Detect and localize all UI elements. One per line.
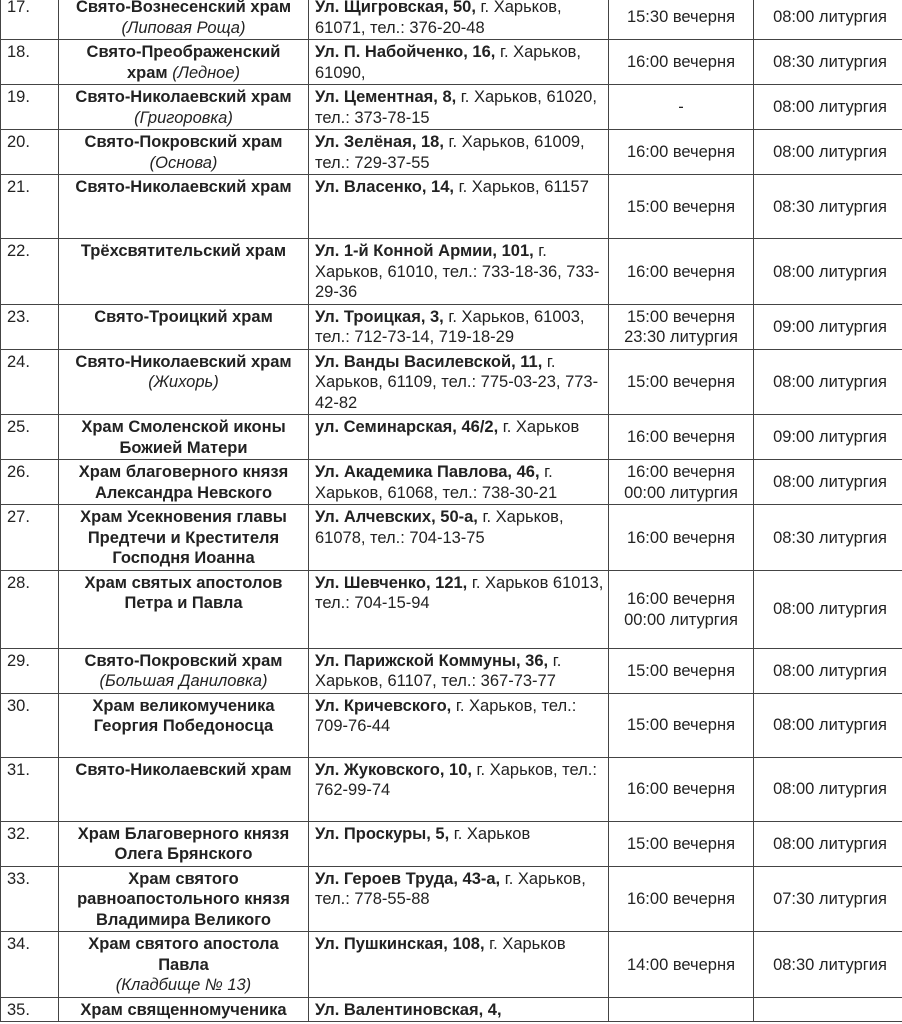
church-name-cell: Свято-Николаевский храм (Жихорь) [59, 349, 309, 415]
address-cell: Ул. Кричевского, г. Харьков, тел.: 709-76-44 [309, 693, 609, 757]
table-row [1, 570, 902, 648]
evening-service-time: 15:00 вечерня [609, 648, 754, 693]
address-cell: Ул. Валентиновская, 4, [309, 997, 609, 1022]
church-name-cell: Храм священномученика [59, 997, 309, 1022]
morning-service-time: 08:30 литургия [754, 505, 902, 571]
address-cell: Ул. Пушкинская, 108, г. Харьков [309, 932, 609, 998]
evening-service-line: 16:00 вечерня [626, 590, 736, 608]
morning-service-time: 08:00 литургия [754, 757, 902, 821]
row-number: 29. [1, 648, 59, 693]
table-row [1, 866, 902, 932]
morning-service-time: 08:00 литургия [754, 570, 902, 648]
address-cell: Ул. Щигровская, 50, г. Харьков, 61071, тел.: 376-20-48 [309, 0, 609, 40]
table-row [1, 460, 902, 505]
address-cell: Ул. 1-й Конной Армии, 101, г. Харьков, 61010, тел.: 733-18-36, 733-29-36 [309, 239, 609, 305]
table-row [1, 505, 902, 571]
table-row [1, 175, 902, 239]
row-number: 33. [1, 866, 59, 932]
evening-service-time: 16:00 вечерня [609, 757, 754, 821]
row-number: 35. [1, 997, 59, 1022]
table-row [1, 0, 902, 40]
row-number: 31. [1, 757, 59, 821]
church-name-cell: Храм святого апостола Павла (Кладбище № 13) [59, 932, 309, 998]
church-name-cell: Храм благоверного князя Александра Невского [59, 460, 309, 505]
row-number: 34. [1, 932, 59, 998]
address-cell: Ул. Зелёная, 18, г. Харьков, 61009, тел.: 729-37-55 [309, 130, 609, 175]
evening-service-line: 16:00 вечерня [626, 463, 736, 481]
row-number: 26. [1, 460, 59, 505]
address-cell: Ул. Жуковского, 10, г. Харьков, тел.: 762-99-74 [309, 757, 609, 821]
morning-service-time: 08:00 литургия [754, 0, 902, 40]
evening-service-time [609, 304, 754, 349]
row-number: 22. [1, 239, 59, 305]
morning-service-time: 08:00 литургия [754, 648, 902, 693]
address-cell: Ул. Парижской Коммуны, 36, г. Харьков, 61107, тел.: 367-73-77 [309, 648, 609, 693]
address-cell: Ул. Ванды Василевской, 11, г. Харьков, 61109, тел.: 775-03-23, 773-42-82 [309, 349, 609, 415]
table-row [1, 821, 902, 866]
morning-service-time [754, 997, 902, 1022]
evening-service-line: 15:00 вечерня [626, 307, 736, 326]
church-name-cell: Свято-Николаевский храм [59, 175, 309, 239]
morning-service-time: 08:00 литургия [754, 85, 902, 130]
row-number: 27. [1, 505, 59, 571]
night-liturgy-line: 23:30 литургия [624, 328, 738, 346]
address-cell: Ул. Героев Труда, 43-а, г. Харьков, тел.: 778-55-88 [309, 866, 609, 932]
row-number: 18. [1, 40, 59, 85]
evening-service-time: 16:00 вечерня [609, 505, 754, 571]
table-row [1, 85, 902, 130]
evening-service-time: 16:00 вечерня [609, 40, 754, 85]
evening-service-time [609, 997, 754, 1022]
table-row [1, 130, 902, 175]
address-cell: Ул. Цементная, 8, г. Харьков, 61020, тел.: 373-78-15 [309, 85, 609, 130]
row-number: 23. [1, 304, 59, 349]
table-row [1, 693, 902, 757]
evening-service-time: 15:00 вечерня [609, 693, 754, 757]
morning-service-time: 09:00 литургия [754, 304, 902, 349]
row-number: 32. [1, 821, 59, 866]
evening-service-time: 16:00 вечерня [609, 130, 754, 175]
church-name-cell: Свято-Вознесенский храм (Липовая Роща) [59, 0, 309, 40]
morning-service-time: 09:00 литургия [754, 415, 902, 460]
address-cell: Ул. Шевченко, 121, г. Харьков 61013, тел.: 704-15-94 [309, 570, 609, 648]
morning-service-time: 08:00 литургия [754, 130, 902, 175]
morning-service-time: 08:00 литургия [754, 693, 902, 757]
table-row [1, 757, 902, 821]
table-row [1, 648, 902, 693]
church-name-cell: Храм святых апостолов Петра и Павла [59, 570, 309, 648]
evening-service-time: 15:00 вечерня [609, 349, 754, 415]
evening-service-time: - [609, 85, 754, 130]
church-name-cell: Трёхсвятительский храм [59, 239, 309, 305]
church-name-cell: Свято-Покровский храм (Большая Даниловка) [59, 648, 309, 693]
row-number: 17. [1, 0, 59, 40]
evening-service-time: 14:00 вечерня [609, 932, 754, 998]
row-number: 25. [1, 415, 59, 460]
church-name-cell: Храм Смоленской иконы Божией Матери [59, 415, 309, 460]
morning-service-time: 08:00 литургия [754, 239, 902, 305]
address-cell: Ул. П. Набойченко, 16, г. Харьков, 61090, [309, 40, 609, 85]
evening-service-time: 16:00 вечерня [609, 239, 754, 305]
evening-service-time [609, 460, 754, 505]
table-row [1, 239, 902, 305]
morning-service-time: 07:30 литургия [754, 866, 902, 932]
church-name-cell: Свято-Покровский храм (Основа) [59, 130, 309, 175]
row-number: 21. [1, 175, 59, 239]
church-name-cell: Храм Благоверного князя Олега Брянского [59, 821, 309, 866]
evening-service-time: 16:00 вечерня [609, 415, 754, 460]
evening-service-time: 16:00 вечерня [609, 866, 754, 932]
evening-service-time: 15:00 вечерня [609, 175, 754, 239]
address-cell: Ул. Троицкая, 3, г. Харьков, 61003, тел.: 712-73-14, 719-18-29 [309, 304, 609, 349]
church-name-cell: Храм великомученика Георгия Победоносца [59, 693, 309, 757]
address-cell: Ул. Проскуры, 5, г. Харьков [309, 821, 609, 866]
row-number: 24. [1, 349, 59, 415]
evening-service-time [609, 570, 754, 648]
row-number: 30. [1, 693, 59, 757]
table-row [1, 932, 902, 998]
morning-service-time: 08:00 литургия [754, 349, 902, 415]
church-name-cell: Свято-Троицкий храм [59, 304, 309, 349]
church-name-cell: Свято-Преображенский храм (Ледное) [59, 40, 309, 85]
night-liturgy-line: 00:00 литургия [624, 483, 738, 502]
church-name-cell: Свято-Николаевский храм [59, 757, 309, 821]
table-row [1, 304, 902, 349]
row-number: 20. [1, 130, 59, 175]
church-name-cell: Храм Усекновения главы Предтечи и Крестителя Господня Иоанна [59, 505, 309, 571]
morning-service-time: 08:30 литургия [754, 175, 902, 239]
table-row [1, 349, 902, 415]
night-liturgy-line: 00:00 литургия [624, 610, 738, 629]
morning-service-time: 08:30 литургия [754, 932, 902, 998]
address-cell: Ул. Власенко, 14, г. Харьков, 61157 [309, 175, 609, 239]
morning-service-time: 08:00 литургия [754, 460, 902, 505]
morning-service-time: 08:30 литургия [754, 40, 902, 85]
evening-service-time: 15:30 вечерня [609, 0, 754, 40]
table-row [1, 40, 902, 85]
table-row-partial [1, 997, 902, 1022]
evening-service-time: 15:00 вечерня [609, 821, 754, 866]
church-name-cell: Свято-Николаевский храм (Григоровка) [59, 85, 309, 130]
morning-service-time: 08:00 литургия [754, 821, 902, 866]
church-name-cell: Храм святого равноапостольного князя Владимира Великого [59, 866, 309, 932]
row-number: 19. [1, 85, 59, 130]
address-cell: ул. Семинарская, 46/2, г. Харьков [309, 415, 609, 460]
address-cell: Ул. Алчевских, 50-а, г. Харьков, 61078, тел.: 704-13-75 [309, 505, 609, 571]
row-number: 28. [1, 570, 59, 648]
address-cell: Ул. Академика Павлова, 46, г. Харьков, 61068, тел.: 738-30-21 [309, 460, 609, 505]
table-row [1, 415, 902, 460]
